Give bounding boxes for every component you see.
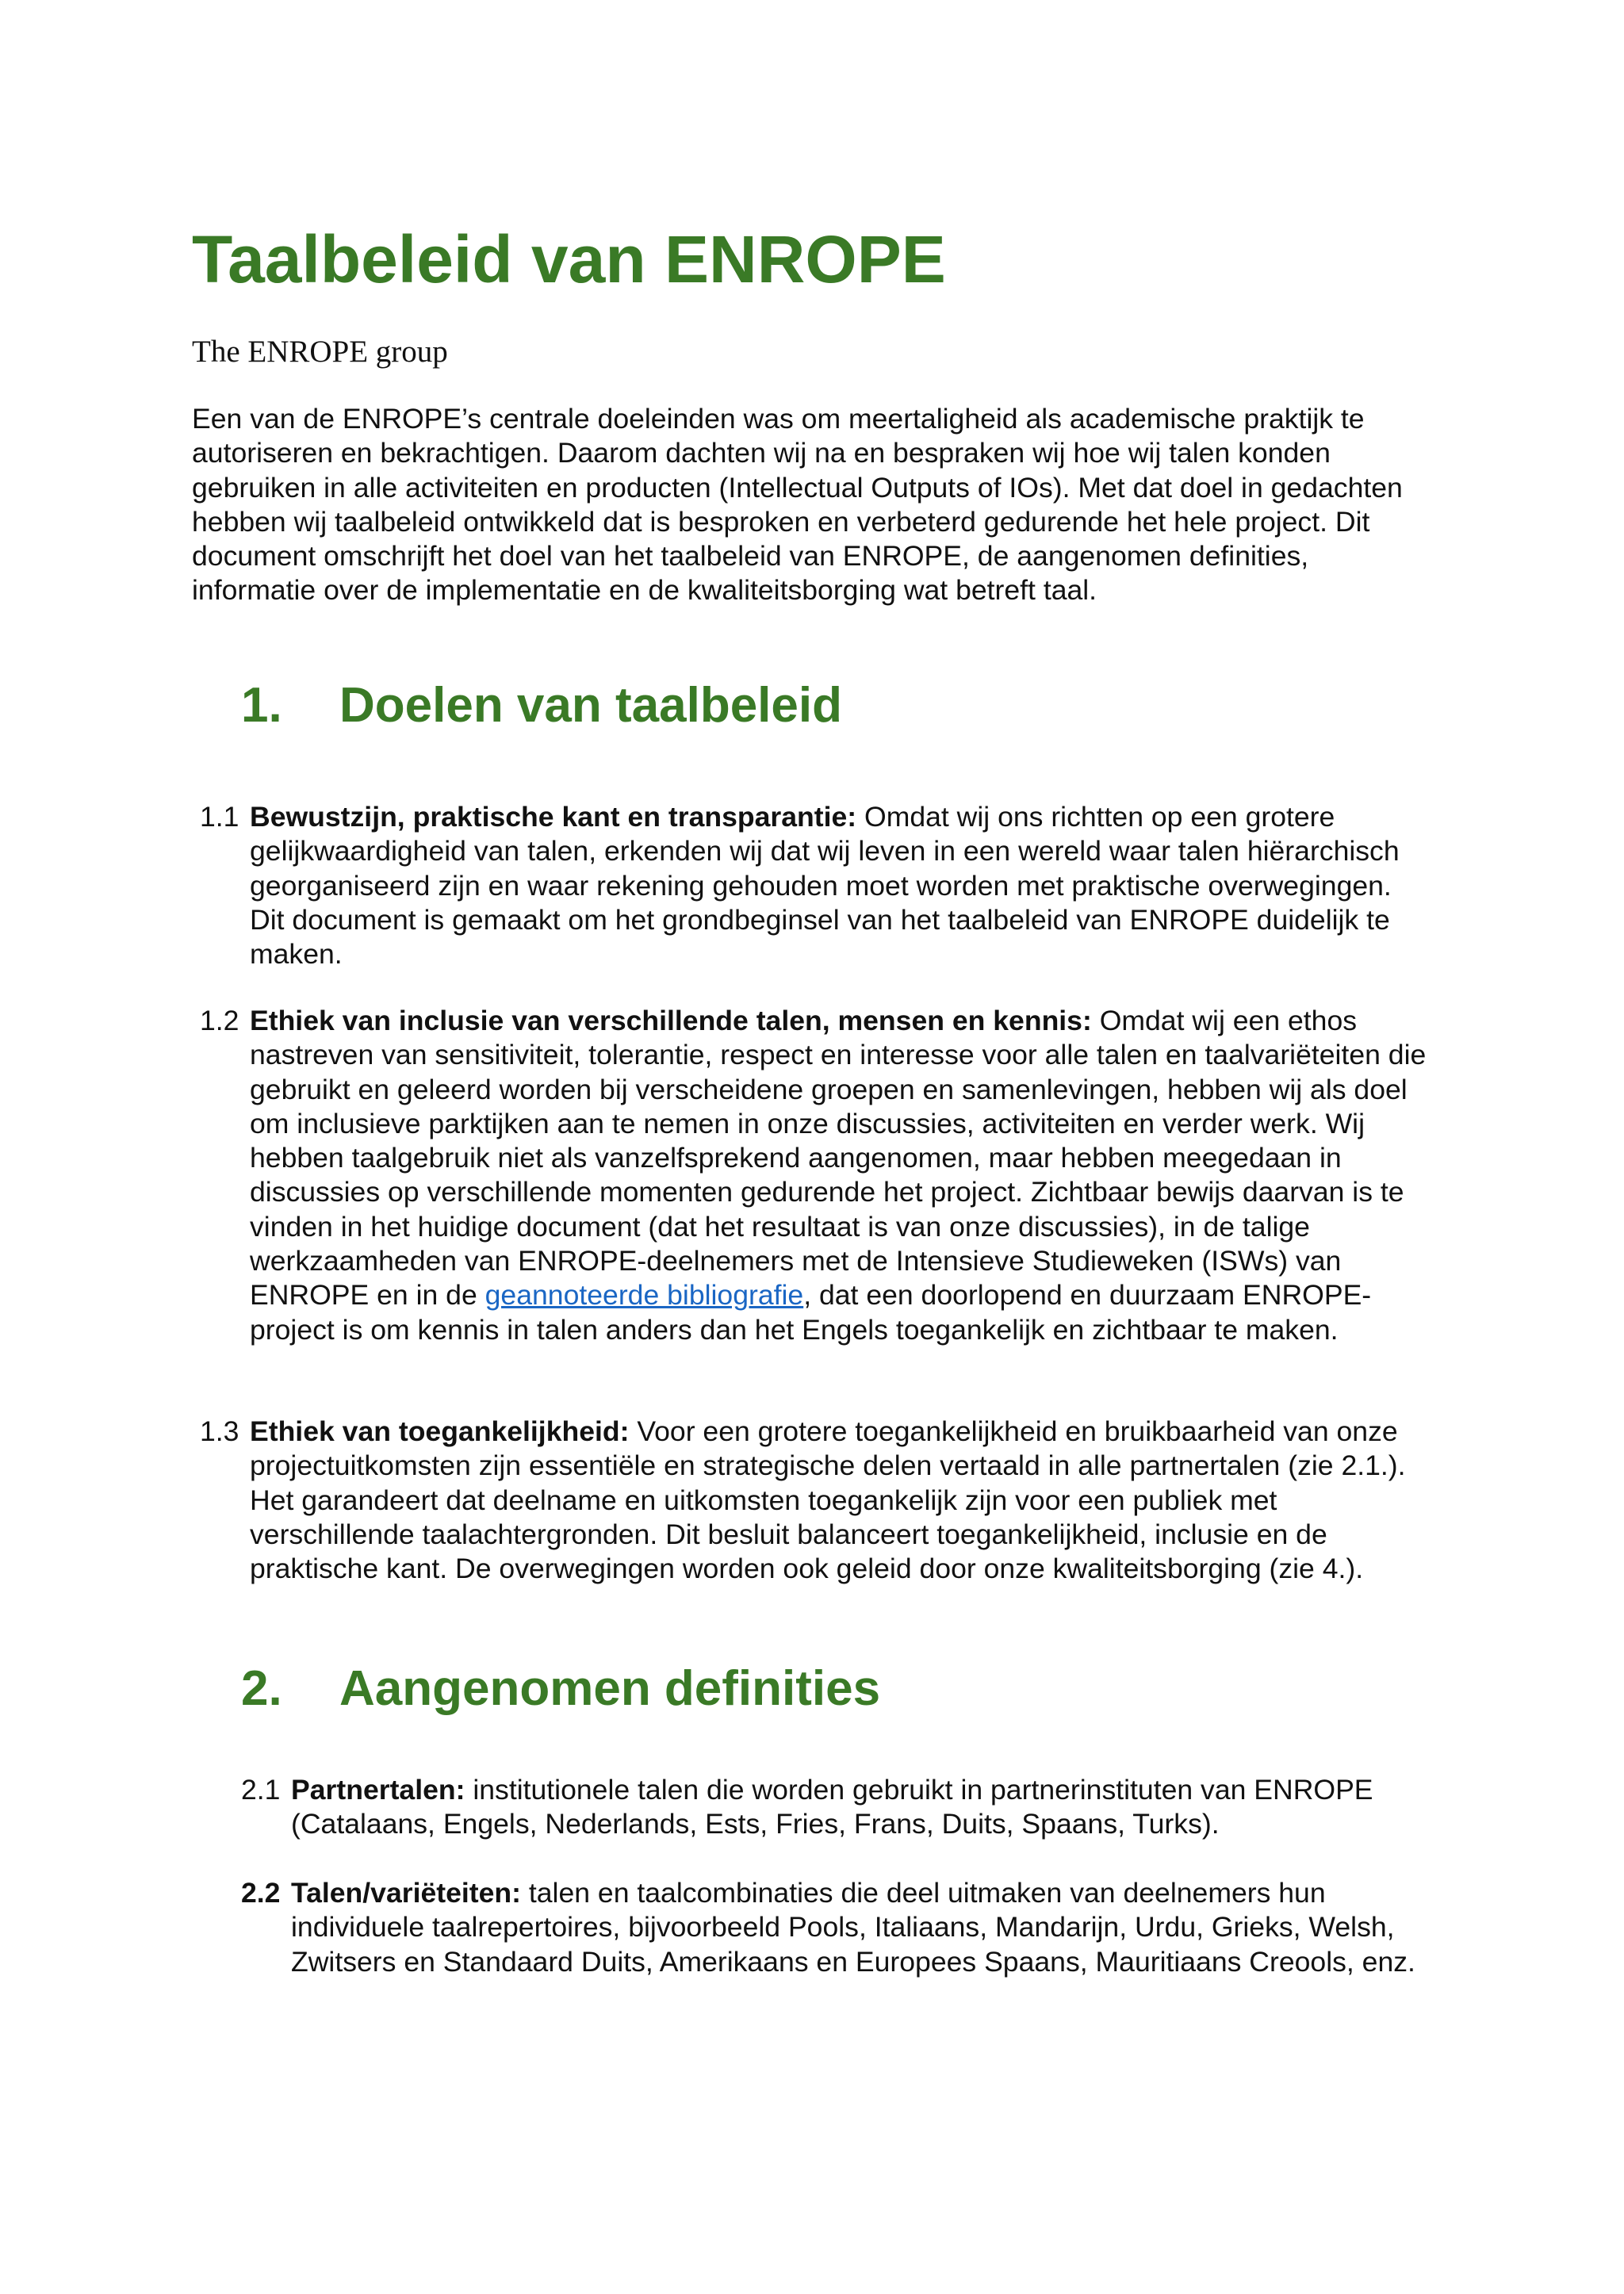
list-item-number: 2.2 [241,1877,281,1909]
section-heading-text: Aangenomen definities [339,1661,881,1716]
list-item-1-1 [200,800,1429,971]
list-item-text: Omdat wij ons richtten op een grotere gelijkwaardigheid van talen, erkenden wij dat wij leven in een wereld waar talen hiërarchisch georganiseerd zijn en waar rekening gehouden moet worden met praktische overwegingen. Dit document is gemaakt om het grondbeginsel van het taalbeleid van ENROPE duidelijk te maken. [250,801,1400,971]
list-item-text: talen en taalcombinaties die deel uitmaken van deelnemers hun individuele taalrepertoires, bijvoorbeeld Pools, Italiaans, Mandarijn, Urdu, Grieks, Welsh, Zwitsers en Standaard Duits, Amerikaans en Europees Spaans, Mauritiaans Creools, enz. [291,1877,1415,1978]
document-title: Taalbeleid van ENROPE [192,222,946,297]
list-item-term: Ethiek van inclusie van verschillende talen, mensen en kennis: [250,1005,1092,1036]
list-item-body [250,1004,1429,1347]
list-item-term: Ethiek van toegankelijkheid: [250,1415,630,1447]
list-item-2-1 [241,1773,1431,1842]
list-item-body [291,1876,1431,1979]
list-item-1-2 [200,1004,1429,1347]
list-item-2-2 [241,1876,1431,1979]
list-item-term: Talen/variëteiten: [291,1877,521,1909]
list-item-number: 1.3 [200,1415,239,1447]
list-item-body [291,1773,1431,1842]
section-number: 2. [241,1661,282,1716]
list-item-number: 2.1 [241,1774,281,1806]
section-heading-definities [241,1659,880,1719]
list-item-number: 1.1 [200,801,239,833]
list-item-text: institutionele talen die worden gebruikt in partnerinstituten van ENROPE (Catalaans, Engels, Nederlands, Ests, Fries, Frans, Duits, Spaans, Turks). [291,1774,1373,1840]
list-item-text: Omdat wij een ethos nastreven van sensitiviteit, tolerantie, respect en interesse voor alle talen en taalvariëteiten die gebruikt en geleerd worden bij verscheidene groepen en samenlevingen, hebben wij als doel om inclusieve parktijken aan te nemen in onze discussies, activiteiten en verder werk. Wij hebben taalgebruik niet als vanzelfsprekend aangenomen, maar hebben meegedaan in discussies op verschillende momenten gedurende het project. Zichtbaar bewijs daarvan is te vinden in het huidige document (dat het resultaat is van onze discussies), in de talige werkzaamheden van ENROPE-deelnemers met de Intensieve Studieweken (ISWs) van ENROPE en in de [250,1005,1427,1312]
section-number: 1. [241,678,282,733]
list-item-body [250,1415,1429,1586]
list-item-term: Partnertalen: [291,1774,465,1806]
section-heading-doelen [241,676,842,736]
intro-paragraph: Een van de ENROPE’s centrale doeleinden was om meertaligheid als academische praktijk te autoriseren en bekrachtigen. Daarom dachten wij na en bespraken wij hoe wij talen konden gebruiken in alle activiteiten en producten (Intellectual Outputs of IOs). Met dat doel in gedachten hebben wij taalbeleid ontwikkeld dat is besproken en verbeterd gedurende het hele project. Dit document omschrijft het doel van het taalbeleid van ENROPE, de aangenomen definities, informatie over de implementatie en de kwaliteitsborging wat betreft taal. [192,403,1403,607]
bibliography-link[interactable]: geannoteerde bibliografie [485,1279,804,1312]
document-author: The ENROPE group [192,335,448,369]
list-item-text: Voor een grotere toegankelijkheid en bruikbaarheid van onze projectuitkomsten zijn essentiële en strategische delen vertaald in alle partnertalen (zie 2.1.). Het garandeert dat deelname en uitkomsten toegankelijk zijn voor een publiek met verschillende taalachtergronden. Dit besluit balanceert toegankelijkheid, inclusie en de praktische kant. De overwegingen worden ook geleid door onze kwaliteitsborging (zie 4.). [250,1415,1406,1585]
list-item-text-after-link: , dat een doorlopend en duurzaam ENROPE-project is om kennis in talen anders dan het Engels toegankelijk en zichtbaar te maken. [250,1279,1372,1346]
section-heading-text: Doelen van taalbeleid [339,678,842,733]
list-item-term: Bewustzijn, praktische kant en transparantie: [250,801,857,833]
list-item-1-3 [200,1415,1429,1586]
list-item-number: 1.2 [200,1005,239,1036]
list-item-body [250,800,1429,971]
